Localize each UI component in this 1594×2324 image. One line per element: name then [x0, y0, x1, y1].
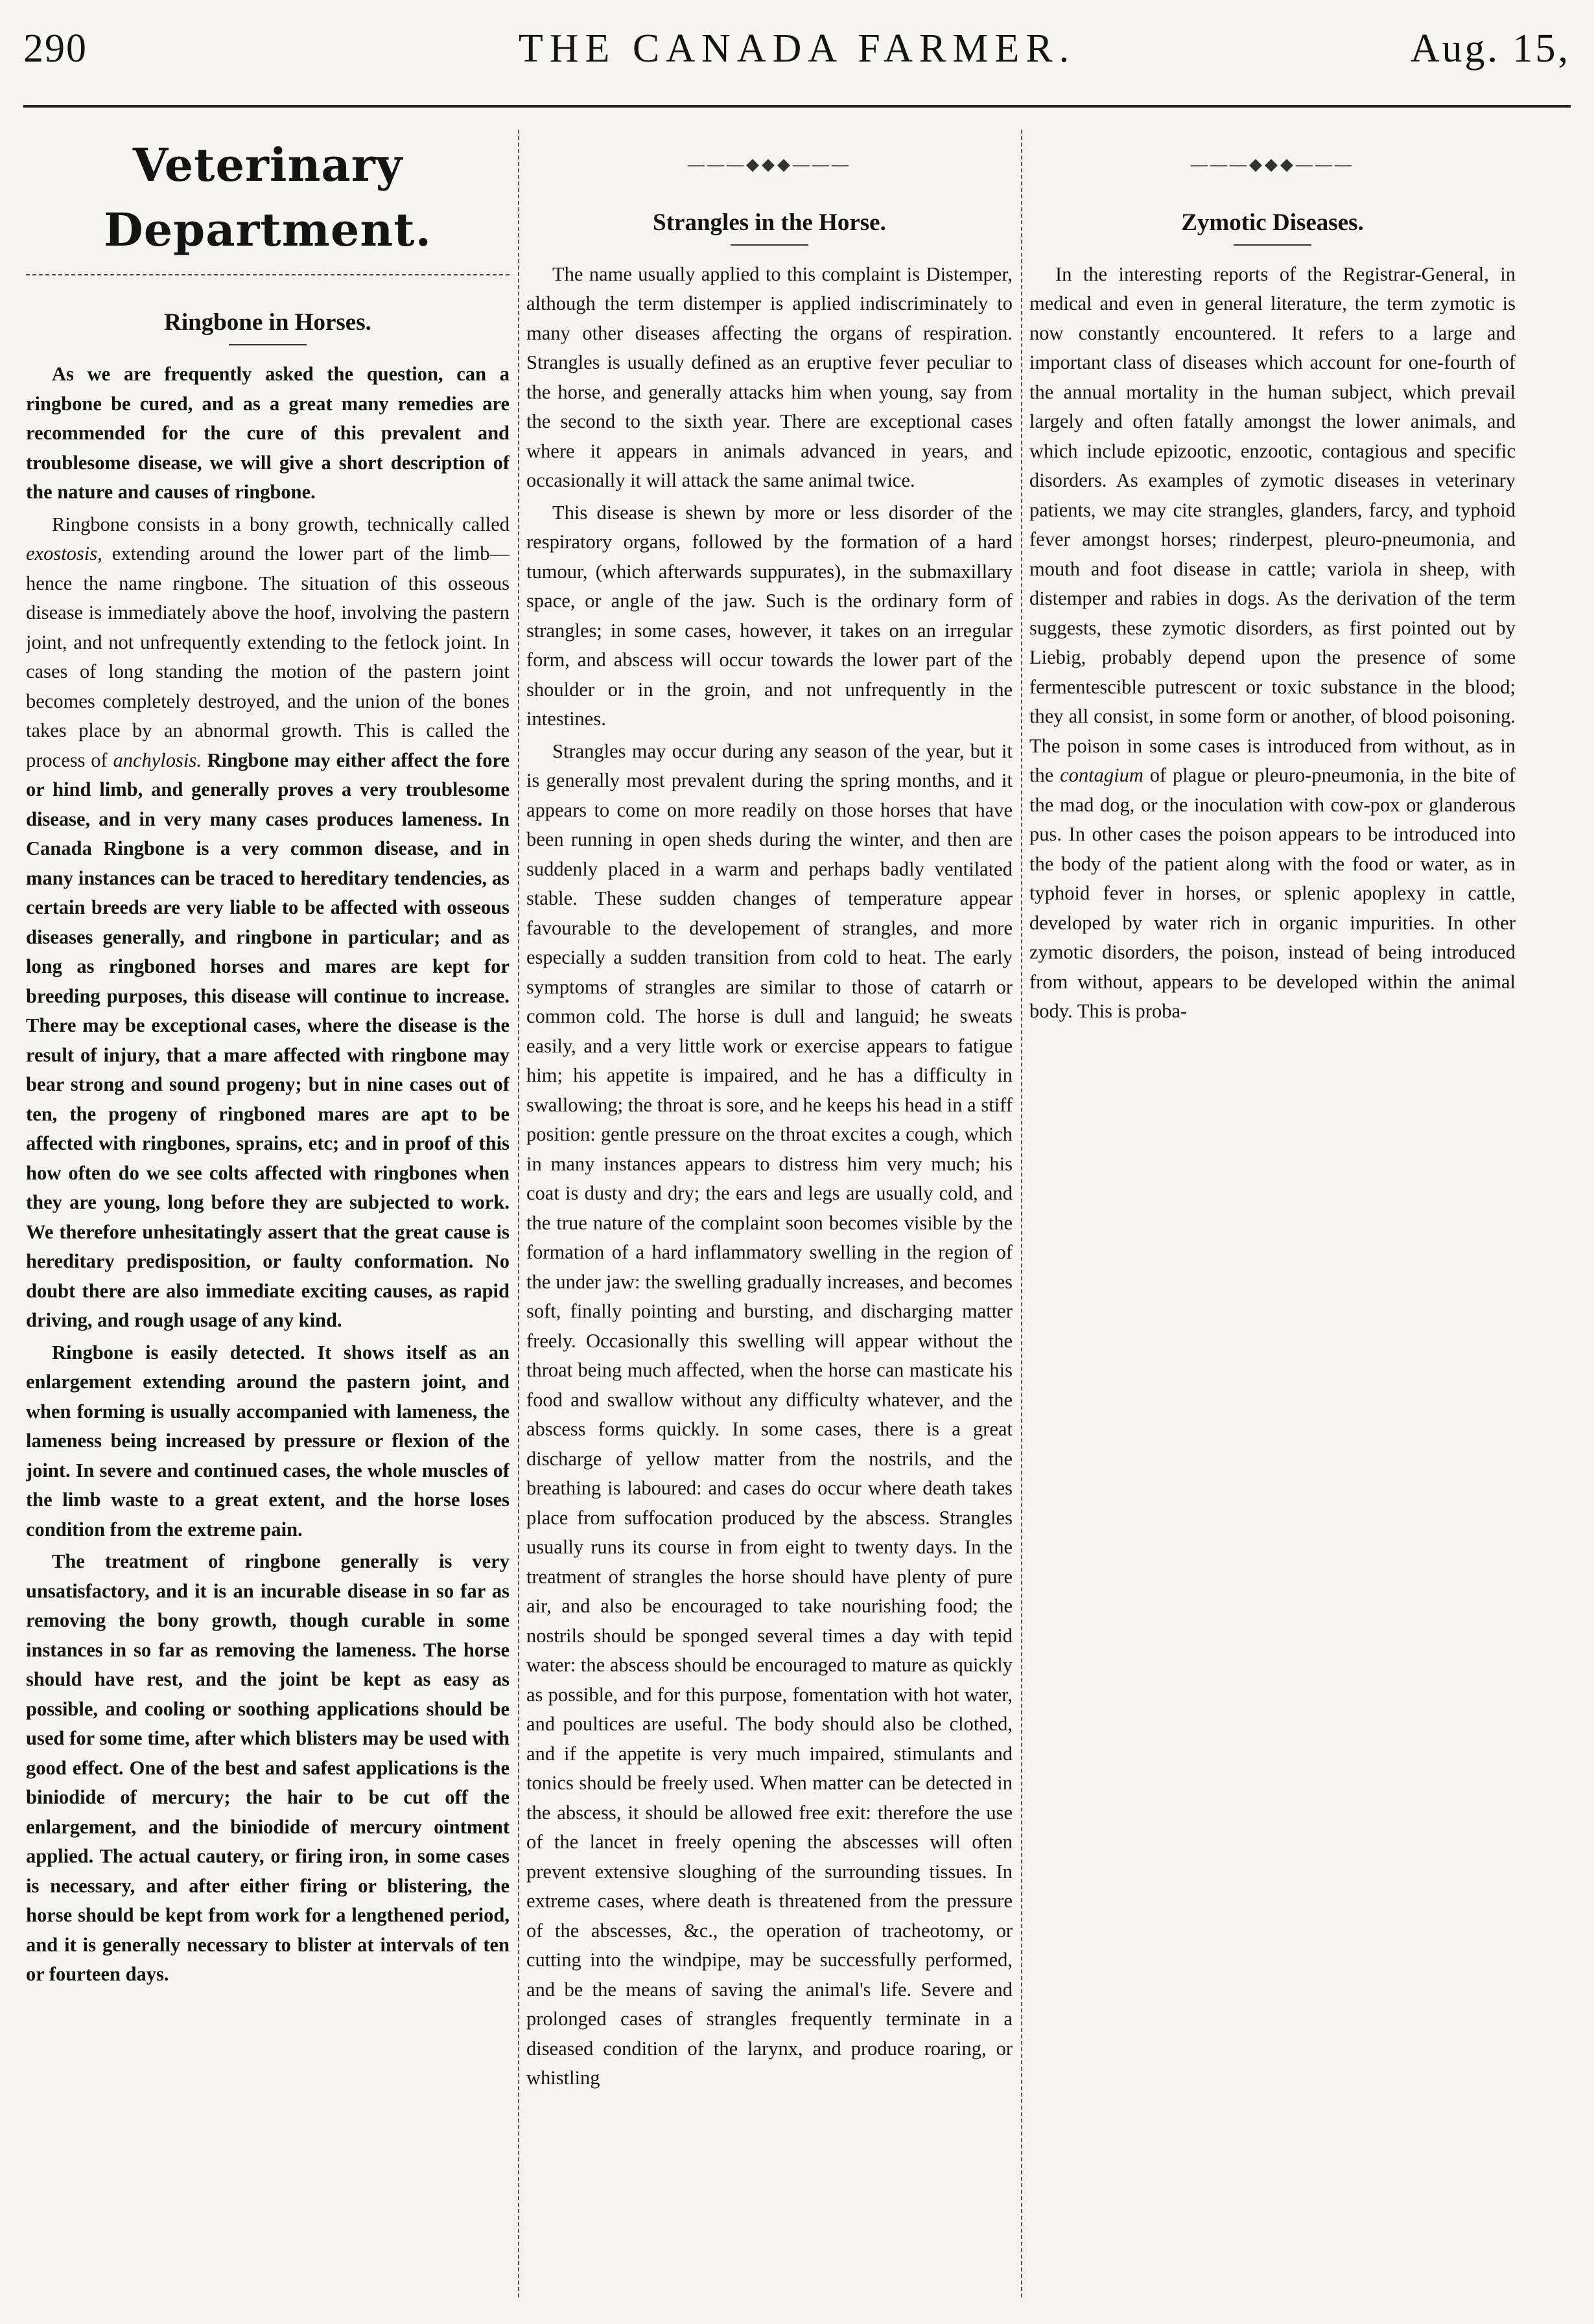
column-3	[1029, 133, 1516, 2297]
text-run: of plague or pleuro-pneumonia, in the bite of the mad dog, or the inoculation with cow-pox or glanderous pus. In other cases the poison appears to be introduced into the body of the patient along with the food or water, as in typhoid fever in horses, or splenic apoplexy in cattle, developed by water rich in organic impurities. In other zymotic disorders, the poison, instead of being introduced from without, appears to be developed within the animal body. This is proba-	[1029, 764, 1516, 1022]
text-run: extending around the lower part of the limb—hence the name ringbone. The situation of this osseous disease is immediately above the hoof, involving the pastern joint, and not unfrequently extending to the fetlock joint. In cases of long standing the motion of the pastern joint becomes completely destroyed, and the union of the bones takes place by an abnormal growth. This is called the process of	[26, 542, 510, 771]
term-exostosis: exostosis,	[26, 542, 102, 564]
section-ornament: ———◆◆◆———	[1191, 155, 1354, 174]
zymotic-paragraph-1	[1029, 260, 1516, 1027]
strangles-paragraph-2: This disease is shewn by more or less disorder of the respiratory organs, followed by the formation of a hard tumour, (which afterwards suppurates), in the submaxillary space, or angle of the jaw. Such is the ordinary form of strangles; in some cases, however, it takes on an irregular form, and abscess will occur towards the lower part of the shoulder or in the groin, and not unfrequently in the intestines.	[526, 501, 1013, 730]
page-number: 290	[23, 27, 88, 71]
header-rule	[23, 105, 1571, 108]
department-title: Veterinary Department.	[104, 138, 432, 257]
term-contagium: contagium	[1060, 764, 1143, 786]
strangles-paragraph-3: Strangles may occur during any season of the year, but it is generally most prevalent during the spring months, and it appears to come on more readily on those horses that have been running in open sheds during the winter, and then are suddenly placed in a warm and perhaps badly ventilated stable. These sudden changes of temperature appear favourable to the developement of strangles, and more especially a sudden transition from cold to heat. The early symptoms of strangles are similar to those of catarrh or common cold. The horse is dull and languid; he sweats easily, and a very little work or exercise appears to fatigue him; his appetite is impaired, and he has a difficulty in swallowing; the throat is sore, and he keeps his head in a stiff position: gentle pressure on the throat excites a cough, which in many instances appears to distress him very much; his coat is dusty and dry; the ears and legs are usually cold, and the true nature of the complaint soon becomes visible by the formation of a hard inflammatory swelling in the region of the under jaw: the swelling gradually increases, and becomes soft, finally pointing and bursting, and discharging matter freely. Occasionally this swelling will appear without the throat being much affected, when the horse can masticate his food and swallow without any difficulty whatever, and the abscess forms quickly. In some cases, there is a great discharge of yellow matter from the nostrils, and the breathing is laboured: and cases do occur where death takes place from suffocation produced by the abscess. Strangles usually runs its course in from eight to twenty days. In the treatment of strangles the horse should have plenty of pure air, and also be encouraged to take nourishing food; the nostrils should be sponged several times a day with tepid water: the abscess should be encouraged to mature as quickly as possible, and for this purpose, fomentation with hot water, and poultices are useful. The body should also be clothed, and if the appetite is very much impaired, stimulants and tonics should be freely used. When matter can be detected in the abscess, it should be allowed free exit: therefore the use of the lancet in freely opening the abscesses will often prevent extensive sloughing of the surrounding tissues. In extreme cases, where death is threatened from the pressure of the abscesses, &c., the operation of tracheotomy, or cutting into the windpipe, may be successfully performed, and be the means of saving the animal's life. Severe and prolonged cases of strangles frequently terminate in a diseased condition of the larynx, and produce roaring, or whistling	[526, 739, 1013, 2089]
title-underline	[1234, 244, 1311, 246]
text-run: Ringbone consists in a bony growth, technically called	[52, 513, 510, 535]
term-anchylosis: anchylosis.	[113, 749, 202, 771]
column-2	[526, 133, 1013, 2297]
column-1	[26, 133, 510, 2297]
text-run: Ringbone may either affect the fore or hind limb, and generally proves a very troublesome disease, and in very many cases produces lameness. In Canada Ringbone is a very common disease, and in many instances can be traced to hereditary tendencies, as certain breeds are very liable to be affected with osseous diseases generally, and ringbone in particular; and as long as ringboned horses and mares are kept for breeding purposes, this disease will continue to increase. There may be exceptional cases, where the disease is the result of injury, that a mare affected with ringbone may bear strong and sound progeny; but in nine cases out of ten, the progeny of ringboned mares are apt to be affected with ringbones, sprains, etc; and in proof of this how often do we see colts affected with ringbones when they are young, long before they are subjected to work. We therefore unhesitatingly assert that the great cause is hereditary predisposition, or faulty conformation. No doubt there are also immediate exciting causes, as rapid driving, and rough usage of any kind.	[26, 749, 510, 1331]
column-divider	[518, 130, 519, 2297]
ringbone-paragraph-2	[26, 510, 510, 1336]
text-run: In the interesting reports of the Registrar-General, in medical and even in general literature, the term zymotic is now constantly encountered. It refers to a large and important class of diseases which account for one-fourth of the annual mortality in the human subject, which prevail largely and often fatally amongst the lower animals, and which include epizootic, enzootic, contagious and specific disorders. As examples of zymotic diseases in veterinary patients, we may cite strangles, glanders, farcy, and typhoid fever amongst horses; rinderpest, pleuro-pneumonia, and mouth and foot disease in cattle; variola in sheep, with distemper and rabies in dogs. As the derivation of the term suggests, these zymotic disorders, as first pointed out by Liebig, probably depend upon the presence of some fermentescible putrescent or toxic substance in the blood; they all consist, in some form or another, of blood poisoning. The poison in some cases is introduced from without, as in the	[1029, 262, 1516, 786]
title-underline	[229, 344, 307, 345]
title-rule	[26, 274, 510, 275]
article-title-ringbone: Ringbone in Horses.	[164, 309, 371, 336]
article-title-zymotic: Zymotic Diseases.	[1181, 209, 1364, 236]
page-header	[23, 19, 1571, 104]
title-underline	[731, 244, 808, 246]
publication-title: THE CANADA FARMER.	[518, 27, 1076, 71]
column-divider	[1021, 130, 1022, 2297]
ringbone-paragraph-4: The treatment of ringbone generally is very unsatisfactory, and it is an incurable disease in so far as removing the bony growth, though curable in some instances in so far as removing the lameness. The horse should have rest, and the joint be kept as easy as possible, and cooling or soothing applications should be used for some time, after which blisters may be used with good effect. One of the best and safest applications is the biniodide of mercury; the hair to be cut off the enlargement, and the biniodide of mercury ointment applied. The actual cautery, or firing iron, in some cases is necessary, and after either firing or blistering, the horse should be kept from work for a lengthened period, and it is generally necessary to blister at intervals of ten or fourteen days.	[26, 1550, 510, 1985]
section-ornament: ———◆◆◆———	[688, 155, 851, 174]
ringbone-paragraph-1: As we are frequently asked the question, can a ringbone be cured, and as a great many remedies are recommended for the cure of this prevalent and troublesome disease, we will give a short description of the nature and causes of ringbone.	[26, 363, 510, 503]
issue-date: Aug. 15,	[1410, 27, 1571, 71]
ringbone-paragraph-3: Ringbone is easily detected. It shows itself as an enlargement extending around the pastern joint, and when forming is usually accompanied with lameness, the lameness being increased by pressure or flexion of the joint. In severe and continued cases, the whole muscles of the limb waste to a great extent, and the horse loses condition from the extreme pain.	[26, 1341, 510, 1540]
strangles-paragraph-1: The name usually applied to this complaint is Distemper, although the term distemper is applied indiscriminately to many other diseases affecting the organs of respiration. Strangles is usually defined as an eruptive fever peculiar to the horse, and generally attacks him when young, say from the second to the sixth year. There are exceptional cases where it appears in animals advanced in years, and occasionally it will attack the same animal twice.	[526, 262, 1013, 491]
article-title-strangles: Strangles in the Horse.	[653, 209, 886, 236]
